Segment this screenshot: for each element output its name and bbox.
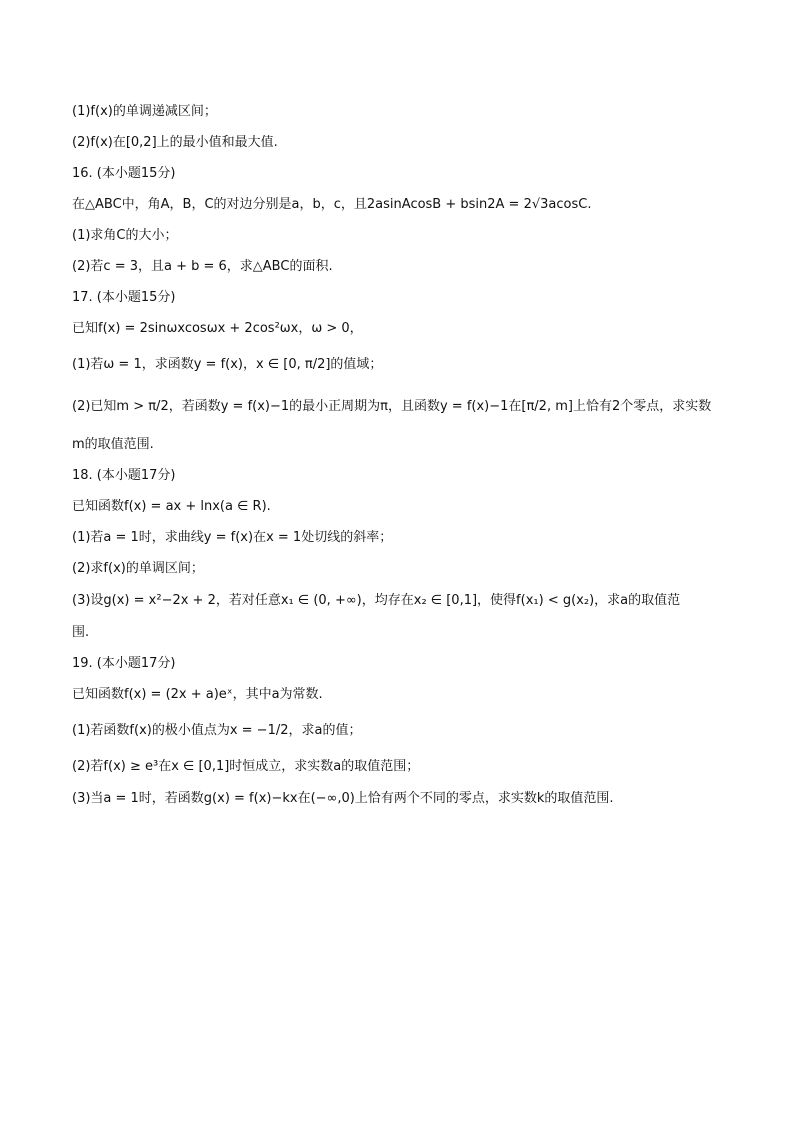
- q19-part2: (2)若f(x) ≥ e³在x ∈ [0,1]时恒成立，求实数a的取值范围；: [72, 759, 420, 774]
- q19-stem: 已知函数f(x) = (2x + a)eˣ，其中a为常数.: [72, 687, 323, 702]
- q16-part2: (2)若c = 3，且a + b = 6，求△ABC的面积.: [72, 259, 333, 274]
- q18-part2: (2)求f(x)的单调区间；: [72, 561, 204, 576]
- q17-part2a: (2)已知m > π/2，若函数y = f(x)−1的最小正周期为π，且函数y = f(x)−1在[π/2, m]上恰有2个零点，求实数: [72, 399, 712, 414]
- q19-header: 19. (本小题17分): [72, 656, 176, 671]
- q17-part2b: m的取值范围.: [72, 437, 154, 452]
- q15-part1: (1)f(x)的单调递减区间；: [72, 104, 217, 119]
- q17-header: 17. (本小题15分): [72, 290, 176, 305]
- q18-part1: (1)若a = 1时，求曲线y = f(x)在x = 1处切线的斜率；: [72, 530, 393, 545]
- q15-part2: (2)f(x)在[0,2]上的最小值和最大值.: [72, 135, 278, 150]
- q17-stem: 已知f(x) = 2sinωxcosωx + 2cos²ωx，ω > 0，: [72, 321, 363, 336]
- q16-header: 16. (本小题15分): [72, 166, 176, 181]
- q18-stem: 已知函数f(x) = ax + lnx(a ∈ R).: [72, 499, 271, 514]
- q18-header: 18. (本小题17分): [72, 468, 176, 483]
- q16-part1: (1)求角C的大小；: [72, 228, 178, 243]
- q16-stem: 在△ABC中，角A，B，C的对边分别是a，b，c，且2asinAcosB + bsin2A = 2√3acosC.: [72, 197, 592, 212]
- q19-part3: (3)当a = 1时，若函数g(x) = f(x)−kx在(−∞,0)上恰有两个不同的零点，求实数k的取值范围.: [72, 791, 614, 806]
- q18-part3a: (3)设g(x) = x²−2x + 2，若对任意x₁ ∈ (0, +∞)，均存在x₂ ∈ [0,1]，使得f(x₁) < g(x₂)，求a的取值范: [72, 593, 681, 608]
- q19-part1: (1)若函数f(x)的极小值点为x = −1/2，求a的值；: [72, 723, 362, 738]
- q17-part1: (1)若ω = 1，求函数y = f(x)，x ∈ [0, π/2]的值域；: [72, 357, 383, 372]
- q18-part3b: 围.: [72, 625, 90, 640]
